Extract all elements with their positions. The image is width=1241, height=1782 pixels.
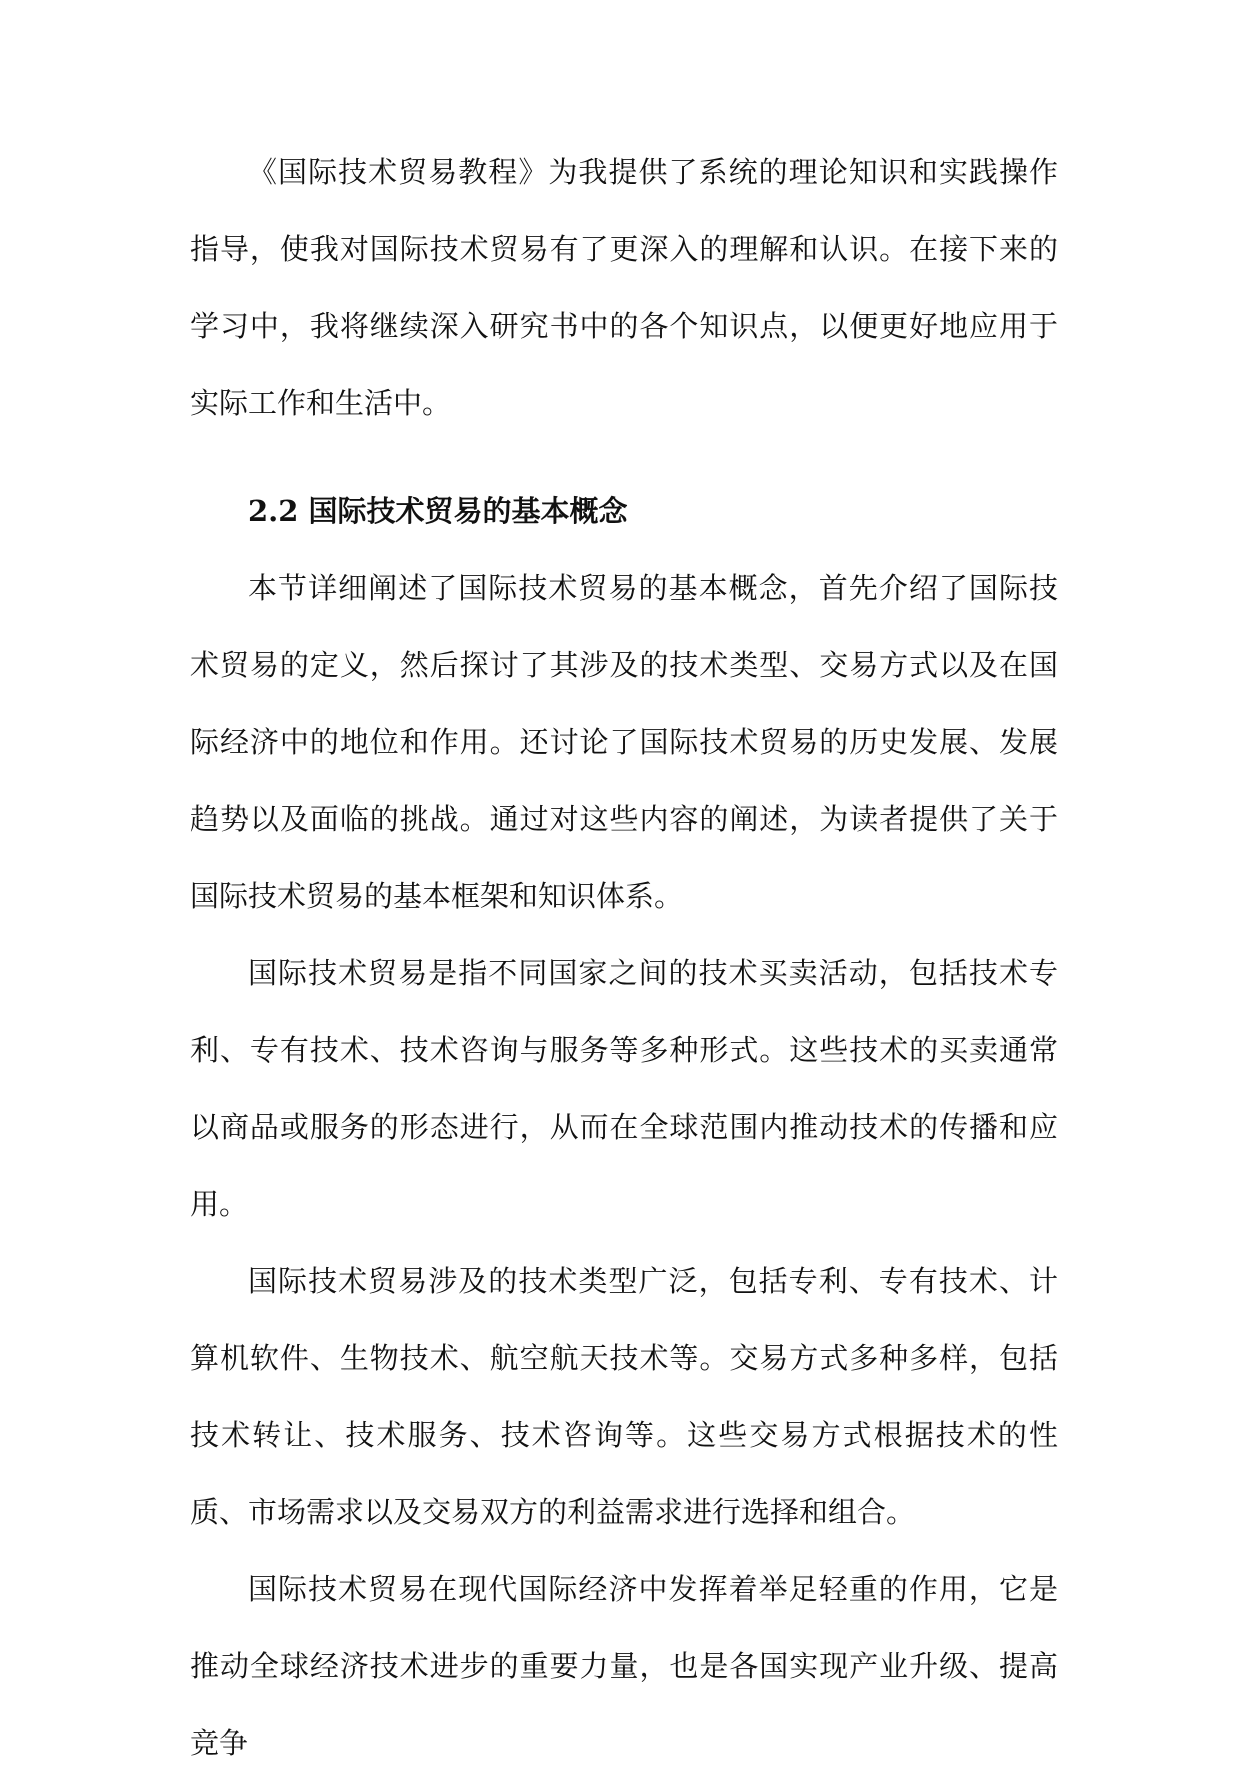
- body-paragraph-2: 国际技术贸易是指不同国家之间的技术买卖活动，包括技术专利、专有技术、技术咨询与服务等多种形式。这些技术的买卖通常以商品或服务的形态进行，从而在全球范围内推动技术的传播和应用。: [190, 956, 1058, 1221]
- body-paragraph-4: 国际技术贸易在现代国际经济中发挥着举足轻重的作用，它是推动全球经济技术进步的重要力量，也是各国实现产业升级、提高竞争: [190, 1572, 1058, 1760]
- document-page: [190, 134, 1058, 1782]
- body-paragraph-3: 国际技术贸易涉及的技术类型广泛，包括专利、专有技术、计算机软件、生物技术、航空航天技术等。交易方式多种多样，包括技术转让、技术服务、技术咨询等。这些交易方式根据技术的性质、市场需求以及交易双方的利益需求进行选择和组合。: [190, 1264, 1058, 1529]
- section-heading: 2.2 国际技术贸易的基本概念: [248, 494, 628, 528]
- body-paragraph-1: 本节详细阐述了国际技术贸易的基本概念，首先介绍了国际技术贸易的定义，然后探讨了其涉及的技术类型、交易方式以及在国际经济中的地位和作用。还讨论了国际技术贸易的历史发展、发展趋势以及面临的挑战。通过对这些内容的阐述，为读者提供了关于国际技术贸易的基本框架和知识体系。: [190, 571, 1058, 913]
- intro-paragraph: 《国际技术贸易教程》为我提供了系统的理论知识和实践操作指导，使我对国际技术贸易有了更深入的理解和认识。在接下来的学习中，我将继续深入研究书中的各个知识点，以便更好地应用于实际工作和生活中。: [190, 155, 1058, 420]
